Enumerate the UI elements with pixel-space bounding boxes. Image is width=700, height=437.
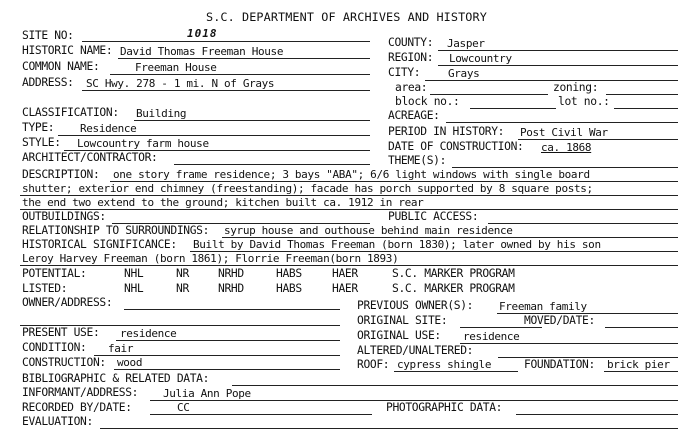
moved-date-label: MOVED/DATE: xyxy=(524,314,595,327)
listed-nrhd: NRHD xyxy=(218,282,244,295)
listed-haer: HAER xyxy=(332,282,358,295)
original-use-label: ORIGINAL USE: xyxy=(357,329,441,342)
previous-owner-value: Freeman family xyxy=(499,300,587,313)
period-line xyxy=(518,139,678,140)
recorded-value: CC xyxy=(177,401,190,414)
present-use-value: residence xyxy=(120,327,177,340)
listed-label: LISTED: xyxy=(22,282,68,295)
style-label: STYLE: xyxy=(22,136,61,149)
historic-name-value: David Thomas Freeman House xyxy=(120,45,284,58)
form-title: S.C. DEPARTMENT OF ARCHIVES AND HISTORY xyxy=(206,10,487,24)
condition-value: fair xyxy=(108,342,134,355)
present-use-label: PRESENT USE: xyxy=(22,326,100,339)
recorded-label: RECORDED BY/DATE: xyxy=(22,401,132,414)
relationship-value: syrup house and outhouse behind main residence xyxy=(224,224,513,237)
common-name-line xyxy=(110,74,370,75)
architect-line xyxy=(174,164,370,165)
photographic-line xyxy=(516,414,678,415)
potential-nr: NR xyxy=(176,267,189,280)
altered-label: ALTERED/UNALTERED: xyxy=(357,344,474,357)
listed-nhl: NHL xyxy=(124,282,144,295)
architect-label: ARCHITECT/CONTRACTOR: xyxy=(22,151,158,164)
evaluation-line xyxy=(100,428,678,429)
informant-value: Julia Ann Pope xyxy=(163,387,251,400)
region-label: REGION: xyxy=(388,51,434,64)
acreage-label: ACREAGE: xyxy=(388,109,440,122)
county-value: Jasper xyxy=(447,37,485,50)
description-line-3: the end two extend to the ground; kitchen built ca. 1912 in rear xyxy=(22,196,424,209)
owner-line xyxy=(124,309,340,310)
classification-label: CLASSIFICATION: xyxy=(22,106,119,119)
region-value: Lowcountry xyxy=(449,52,512,65)
area-label: area: xyxy=(395,81,428,94)
construction-value: wood xyxy=(117,356,143,369)
roof-value: cypress shingle xyxy=(397,358,492,371)
city-label: CITY: xyxy=(388,66,421,79)
owner-label: OWNER/ADDRESS: xyxy=(22,296,113,309)
bibliographic-line xyxy=(232,385,678,386)
date-label: DATE OF CONSTRUCTION: xyxy=(388,140,524,153)
type-line xyxy=(58,135,370,136)
lot-line xyxy=(614,108,678,109)
site-no-line xyxy=(82,41,370,42)
zoning-line xyxy=(606,94,678,95)
outbuildings-label: OUTBUILDINGS: xyxy=(22,210,106,223)
informant-label: INFORMANT/ADDRESS: xyxy=(22,386,139,399)
foundation-value: brick pier xyxy=(607,358,670,371)
evaluation-label: EVALUATION: xyxy=(22,415,93,428)
present-use-line xyxy=(116,340,340,341)
historic-name-label: HISTORIC NAME: xyxy=(22,44,113,57)
period-value: Post Civil War xyxy=(520,126,608,139)
original-use-value: residence xyxy=(463,330,520,343)
significance-line-2: Leroy Harvey Freeman (born 1861); Florrie Freeman(born 1893) xyxy=(22,252,399,265)
region-line xyxy=(438,65,678,66)
listed-marker: S.C. MARKER PROGRAM xyxy=(392,282,515,295)
lot-label: lot no.: xyxy=(558,95,610,108)
description-rule-3 xyxy=(20,209,678,210)
date-value: ca. 1868 xyxy=(541,141,592,154)
common-name-value: Freeman House xyxy=(135,61,217,74)
original-site-line xyxy=(460,327,542,328)
zoning-label: zoning: xyxy=(553,81,599,94)
classification-value: Building xyxy=(136,107,187,120)
listed-nr: NR xyxy=(176,282,189,295)
common-name-label: COMMON NAME: xyxy=(22,60,100,73)
roof-label: ROOF: xyxy=(357,358,390,371)
original-site-label: ORIGINAL SITE: xyxy=(357,314,448,327)
potential-nhl: NHL xyxy=(124,267,144,280)
previous-owner-label: PREVIOUS OWNER(S): xyxy=(357,299,474,312)
listed-habs: HABS xyxy=(276,282,302,295)
city-value: Grays xyxy=(448,67,480,80)
address-line xyxy=(82,90,370,91)
potential-marker: S.C. MARKER PROGRAM xyxy=(392,267,515,280)
type-value: Residence xyxy=(80,122,137,135)
public-access-line xyxy=(488,223,678,224)
classification-line xyxy=(134,120,370,121)
bibliographic-label: BIBLIOGRAPHIC & RELATED DATA: xyxy=(22,372,210,385)
type-label: TYPE: xyxy=(22,121,55,134)
significance-line-1: Built by David Thomas Freeman (born 1830); later owned by his son xyxy=(193,238,601,251)
acreage-line xyxy=(446,122,678,123)
foundation-label: FOUNDATION: xyxy=(524,358,595,371)
historic-name-line xyxy=(118,58,370,59)
style-value: Lowcountry farm house xyxy=(77,137,209,150)
description-line-1: one story frame residence; 3 bays "ABA"; 6/6 light windows with single board xyxy=(113,168,590,181)
original-use-line xyxy=(460,343,678,344)
county-label: COUNTY: xyxy=(388,36,434,49)
roof-line xyxy=(394,371,518,372)
condition-label: CONDITION: xyxy=(22,341,87,354)
address-value: SC Hwy. 278 - 1 mi. N of Grays xyxy=(86,77,275,90)
period-label: PERIOD IN HISTORY: xyxy=(388,125,505,138)
potential-habs: HABS xyxy=(276,267,302,280)
site-no-value: 1018 xyxy=(187,27,218,40)
block-line xyxy=(470,108,556,109)
foundation-line xyxy=(604,371,678,372)
city-line xyxy=(425,80,678,81)
relationship-label: RELATIONSHIP TO SURROUNDINGS: xyxy=(22,224,210,237)
public-access-label: PUBLIC ACCESS: xyxy=(388,210,479,223)
potential-label: POTENTIAL: xyxy=(22,267,87,280)
block-label: block no.: xyxy=(395,95,460,108)
recorded-line xyxy=(150,414,372,415)
significance-label: HISTORICAL SIGNIFICANCE: xyxy=(22,238,177,251)
site-no-label: SITE NO: xyxy=(22,29,74,42)
construction-line xyxy=(114,369,340,370)
construction-label: CONSTRUCTION: xyxy=(22,356,106,369)
description-line-2: shutter; exterior end chimney (freestanding); facade has porch supported by 8 square posts; xyxy=(22,182,593,195)
county-line xyxy=(438,50,678,51)
significance-rule-2 xyxy=(20,265,678,266)
description-label: DESCRIPTION: xyxy=(22,168,100,181)
potential-nrhd: NRHD xyxy=(218,267,244,280)
potential-haer: HAER xyxy=(332,267,358,280)
address-label: ADDRESS: xyxy=(22,76,74,89)
photographic-label: PHOTOGRAPHIC DATA: xyxy=(386,401,503,414)
theme-label: THEME(S): xyxy=(388,154,447,167)
moved-date-line xyxy=(605,327,678,328)
